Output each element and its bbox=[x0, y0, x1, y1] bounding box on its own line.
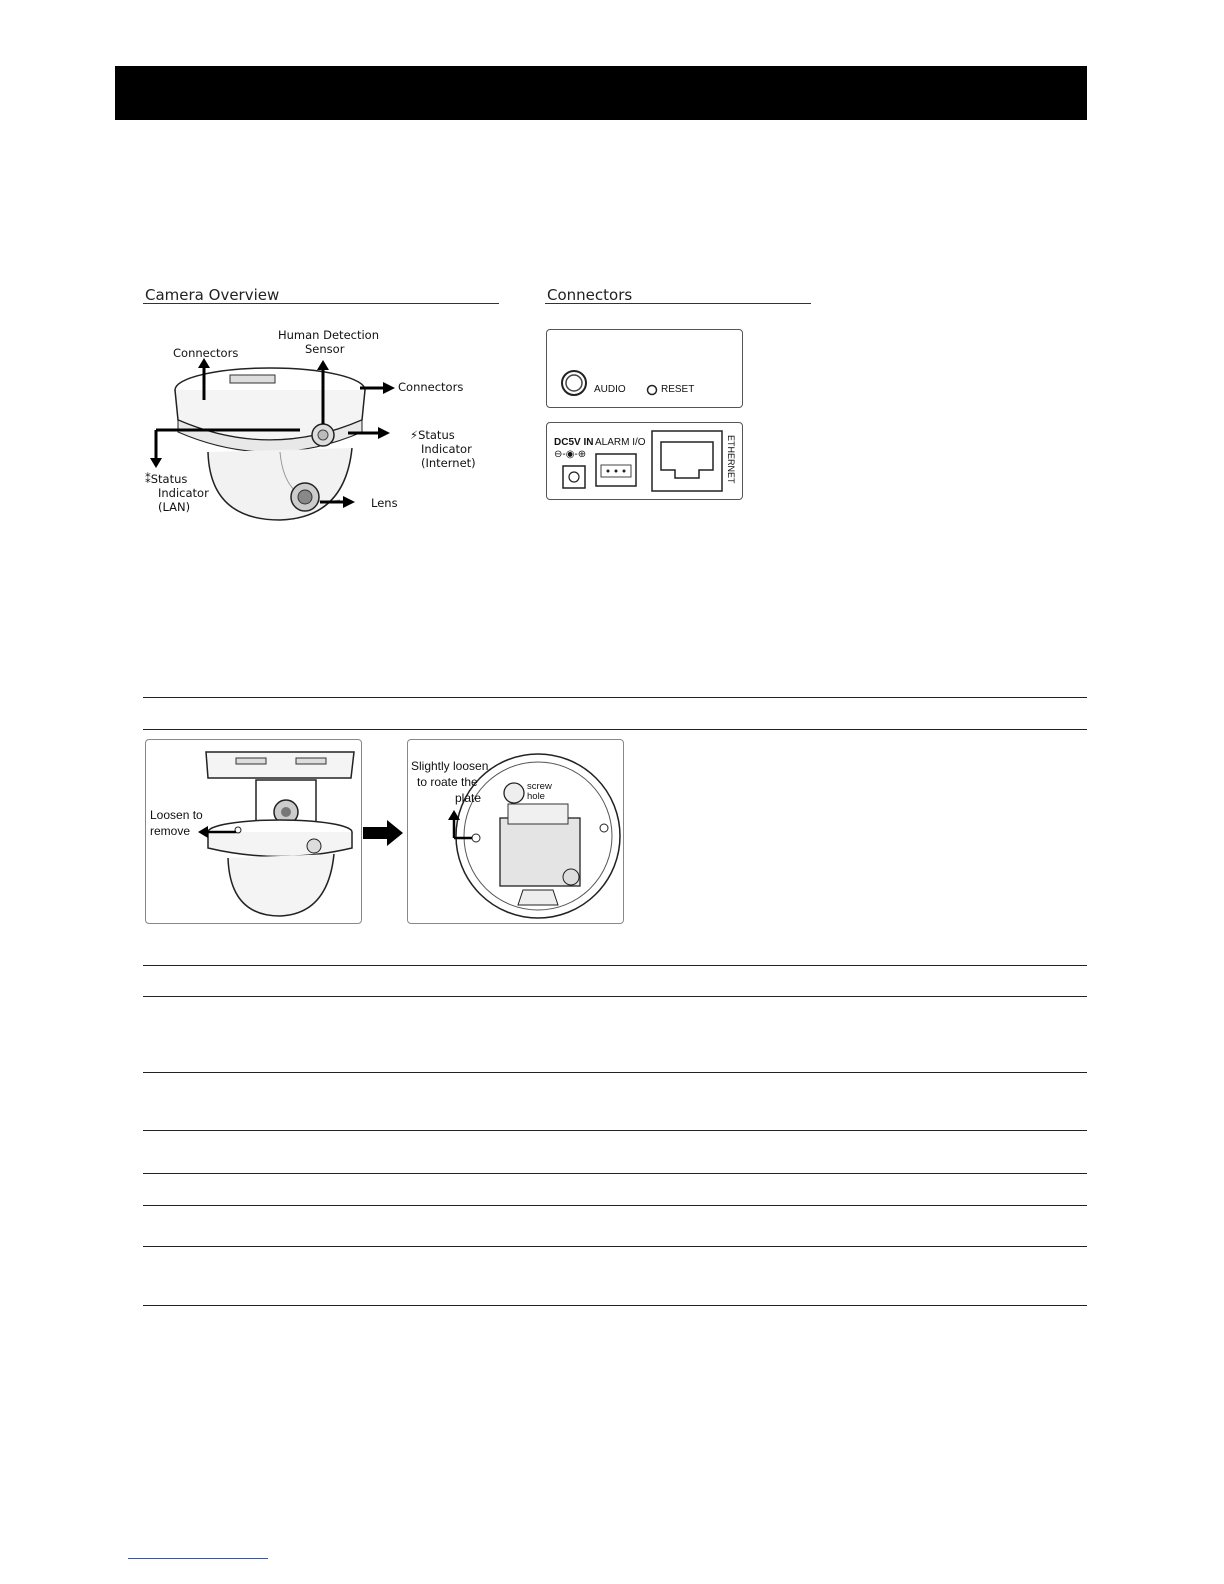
slightly-loosen-label-1: Slightly loosen bbox=[411, 759, 489, 773]
next-step-arrow-icon bbox=[363, 820, 405, 846]
label-status-lan-2: Indicator bbox=[158, 486, 209, 500]
slightly-loosen-label-3: plate bbox=[455, 791, 482, 805]
audio-jack-icon bbox=[560, 369, 588, 397]
table-rule bbox=[143, 697, 1087, 698]
table-rule bbox=[143, 965, 1087, 966]
audio-label: AUDIO bbox=[594, 384, 626, 395]
label-lens: Lens bbox=[371, 496, 398, 510]
loosen-label-1: Loosen to bbox=[150, 808, 203, 822]
label-status-lan-3: (LAN) bbox=[158, 500, 191, 514]
label-connectors-left: Connectors bbox=[173, 346, 239, 360]
lan-indicator-icon: ⁑ bbox=[145, 472, 151, 486]
label-connectors-right: Connectors bbox=[398, 380, 464, 394]
label-status-internet-3: (Internet) bbox=[421, 456, 476, 470]
camera-overview-title: Camera Overview bbox=[145, 286, 280, 304]
reset-button-icon bbox=[646, 384, 658, 396]
install-step-remove-panel bbox=[145, 739, 362, 924]
ethernet-port-icon bbox=[651, 430, 723, 492]
connectors-panel-bottom bbox=[546, 422, 743, 500]
connectors-title: Connectors bbox=[547, 286, 633, 304]
table-rule bbox=[143, 1173, 1087, 1174]
table-rule bbox=[143, 1205, 1087, 1206]
reset-label: RESET bbox=[661, 384, 695, 395]
screw-hole-label-1: screw bbox=[527, 781, 552, 792]
connectors-panel-top bbox=[546, 329, 743, 408]
install-step-rotate-panel bbox=[407, 739, 624, 924]
table-rule bbox=[143, 1130, 1087, 1131]
polarity-icon: ⊖-◉-⊕ bbox=[554, 449, 587, 460]
alarm-terminal-icon bbox=[595, 453, 637, 487]
loosen-label-2: remove bbox=[150, 824, 191, 838]
table-rule bbox=[143, 996, 1087, 997]
label-human-detection-sensor: Sensor bbox=[305, 342, 345, 356]
footer-link-underline[interactable] bbox=[128, 1558, 268, 1559]
table-rule bbox=[143, 1305, 1087, 1306]
screw-hole-label-2: hole bbox=[527, 791, 545, 802]
connectors-underline bbox=[545, 303, 811, 304]
label-status-internet: ⚡Status bbox=[410, 428, 455, 442]
camera-overview-underline bbox=[143, 303, 499, 304]
dc-jack-icon bbox=[562, 465, 586, 489]
chapter-header-bar bbox=[115, 66, 1087, 120]
label-status-internet-2: Indicator bbox=[421, 442, 472, 456]
slightly-loosen-label-2: to roate the bbox=[417, 775, 478, 789]
alarm-io-label: ALARM I/O bbox=[595, 437, 646, 448]
table-rule bbox=[143, 729, 1087, 730]
dc-in-label: DC5V IN bbox=[554, 437, 594, 448]
label-status-lan: ⁑Status bbox=[145, 472, 188, 486]
table-rule bbox=[143, 1246, 1087, 1247]
table-rule bbox=[143, 1072, 1087, 1073]
lightning-icon: ⚡ bbox=[410, 428, 419, 442]
ethernet-label: ETHERNET bbox=[726, 435, 736, 484]
label-human-detection: Human Detection bbox=[278, 328, 379, 342]
